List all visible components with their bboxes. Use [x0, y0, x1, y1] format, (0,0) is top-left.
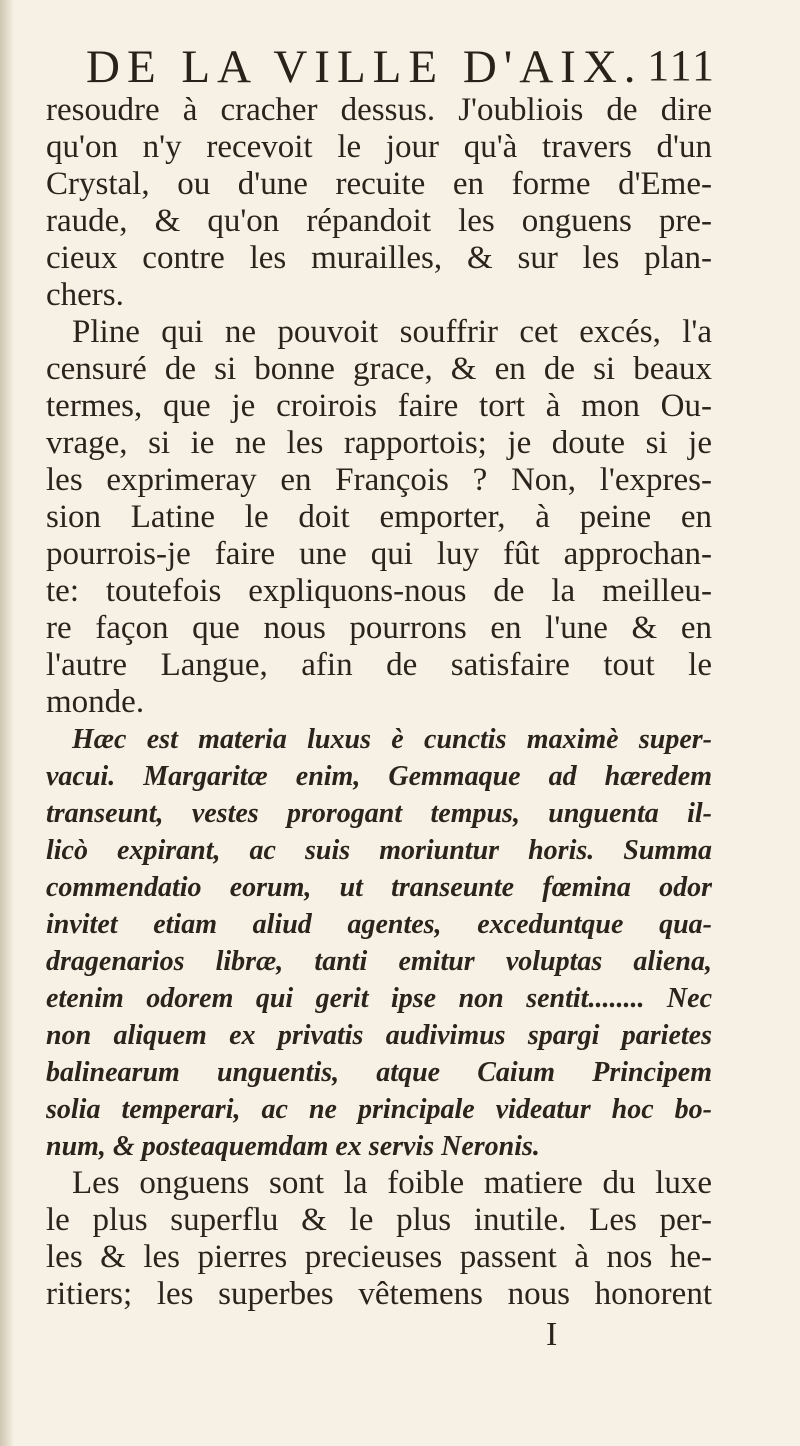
page-gutter-shadow [0, 0, 14, 1446]
text-line: Crystal, ou d'une recuite en forme d'Eme- [46, 166, 712, 202]
running-head: DE LA VILLE D'AIX. [86, 41, 643, 93]
text-line: num, & posteaquemdam ex servis Neronis. [46, 1131, 540, 1162]
text-line: sion Latine le doit emporter, à peine en [46, 499, 712, 535]
text-line: transeunt, vestes prorogant tempus, unguenta il- [46, 798, 712, 829]
text-line: qu'on n'y recevoit le jour qu'à travers d'un [46, 129, 712, 165]
text-line: invitet etiam aliud agentes, exceduntque qua- [46, 909, 712, 940]
text-line: censuré de si bonne grace, & en de si beaux [46, 351, 712, 387]
body-text [46, 92, 712, 1313]
text-line: termes, que je croirois faire tort à mon Ou- [46, 388, 712, 424]
text-line: commendatio eorum, ut transeunte fœmina odor [46, 872, 712, 903]
text-line: les & les pierres precieuses passent à nos he- [46, 1239, 712, 1275]
text-line: monde. [46, 684, 145, 720]
text-line: le plus superflu & le plus inutile. Les per- [46, 1202, 712, 1238]
text-line: ritiers; les superbes vêtemens nous honorent [46, 1276, 712, 1312]
text-line: pourrois-je faire une qui luy fût approchan- [46, 536, 712, 572]
text-line: cieux contre les murailles, & sur les plan- [46, 240, 712, 276]
text-line: vrage, si ie ne les rapportois; je doute si je [46, 425, 712, 461]
text-line: non aliquem ex privatis audivimus spargi parietes [46, 1020, 712, 1051]
text-line: Pline qui ne pouvoit souffrir cet excés, l'a [72, 314, 712, 350]
text-line: les exprimeray en François ? Non, l'expres- [46, 462, 712, 498]
page-header [86, 40, 716, 96]
text-line: vacui. Margaritæ enim, Gemmaque ad hæredem [46, 761, 712, 792]
text-line: raude, & qu'on répandoit les onguens pre- [46, 203, 712, 239]
text-line: re façon que nous pourrons en l'une & en [46, 610, 712, 646]
text-line: solia temperari, ac ne principale videatur hoc bo- [46, 1094, 712, 1125]
text-line: dragenarios libræ, tanti emitur voluptas aliena, [46, 946, 712, 977]
page-number: 111 [647, 41, 716, 90]
text-line: licò expirant, ac suis moriuntur horis. Summa [46, 835, 712, 866]
text-line: chers. [46, 277, 124, 313]
text-line: te: toutefois expliquons-nous de la meilleu- [46, 573, 712, 609]
text-line: resoudre à cracher dessus. J'oubliois de dire [46, 92, 712, 128]
text-line: balinearum unguentis, atque Caium Principem [46, 1057, 712, 1088]
text-line: Les onguens sont la foible matiere du luxe [72, 1165, 712, 1201]
text-line: l'autre Langue, afin de satisfaire tout le [46, 647, 712, 683]
signature-mark: I [546, 1316, 558, 1353]
text-line: etenim odorem qui gerit ipse non sentit........ Nec [46, 983, 712, 1014]
text-line: Hæc est materia luxus è cunctis maximè super- [72, 724, 712, 755]
